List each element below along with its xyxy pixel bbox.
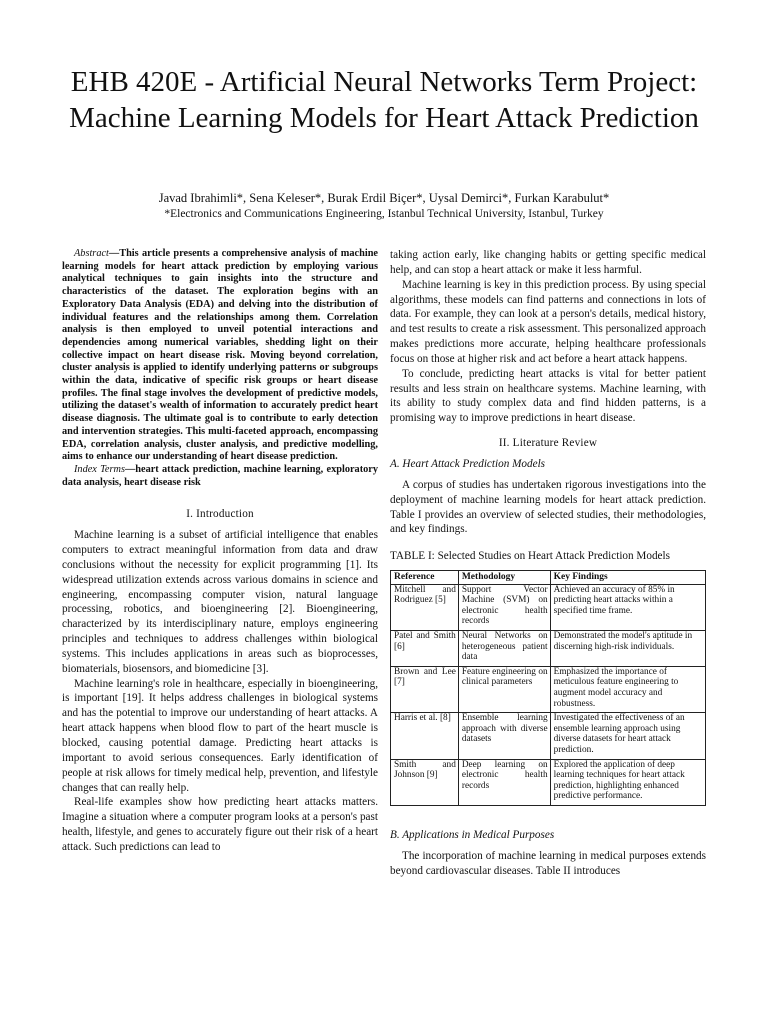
left-column <box>62 248 378 855</box>
right-paragraph-2: Machine learning is key in this prediction process. By using special algorithms, these models can find patterns and connections in lots of data. For example, they can look at a person's details, medical history, and test results to create a risk assessment. This personalized approach makes predictions more accurate, helping healthcare professionals focus on those at higher risk and act before a heart attack happens. <box>390 278 706 365</box>
right-column <box>390 248 706 878</box>
right-paragraph-1: taking action early, like changing habits or getting specific medical help, and can stop a heart attack or make it less harmful. <box>390 249 706 276</box>
table-cell-methodology: Neural Networks on heterogeneous patient data <box>458 631 550 667</box>
table-row <box>391 584 706 630</box>
index-terms-lead: Index Terms <box>74 463 125 475</box>
table-cell-reference: Mitchell and Rodriguez [5] <box>391 584 459 630</box>
table-cell-finding: Investigated the effectiveness of an ensemble learning approach using diverse datasets for heart attack prediction. <box>550 713 705 759</box>
right-paragraph-3: To conclude, predicting heart attacks is vital for better patient results and less strain on healthcare systems. Machine learning, with its ability to study complex data and find hidden patterns, is a promising way to improve predictions in heart disease. <box>390 367 706 425</box>
table-row <box>391 759 706 805</box>
author-list: Javad Ibrahimli*, Sena Keleser*, Burak Erdil Biçer*, Uysal Demirci*, Furkan Karabulut* <box>158 191 610 205</box>
table-cell-methodology: Deep learning on electronic health records <box>458 759 550 805</box>
table-cell-finding: Explored the application of deep learning techniques for heart attack prediction, highlighting enhanced predictive performance. <box>550 759 705 805</box>
table-header-key-findings: Key Findings <box>550 571 705 585</box>
table-cell-finding: Emphasized the importance of meticulous feature engineering to augment model accuracy and robustness. <box>550 666 705 712</box>
studies-table <box>390 570 706 806</box>
section-heading-introduction: I. Introduction <box>186 508 254 521</box>
table-row <box>391 666 706 712</box>
abstract <box>62 248 378 464</box>
table-cell-finding: Demonstrated the model's aptitude in discerning high-risk individuals. <box>550 631 705 667</box>
subsection-a-paragraph: A corpus of studies has undertaken rigorous investigations into the deployment of machine learning models for heart attack prediction. Table I provides an overview of selected studies, their methodologies, and key findings. <box>390 478 706 536</box>
table-cell-reference: Brown and Lee [7] <box>391 666 459 712</box>
table-cell-reference: Smith and Johnson [9] <box>391 759 459 805</box>
paper-title: EHB 420E - Artificial Neural Networks Term Project: Machine Learning Models for Heart Attack Prediction <box>69 66 699 134</box>
intro-paragraph-1: Machine learning is a subset of artificial intelligence that enables computers to extract meaningful information from data and draw conclusions without the necessity for explicit programming [1]. Its widespread utilization extends across various domains in science and engineering, encompassing computer vision, natural language processing, robotics, and bioengineering [2]. Bioengineering, characterized by its interdisciplinary nature, employs engineering principles and techniques to address challenges within biological systems. This includes applications in areas such as bioprocesses, biomaterials, biosensors, and biomedicine [3]. <box>62 529 378 675</box>
abstract-lead: Abstract <box>74 248 109 259</box>
subsection-b-paragraph: The incorporation of machine learning in medical purposes extends beyond cardiovascular diseases. Table II introduces <box>390 849 706 877</box>
index-terms-text: —heart attack prediction, machine learning, exploratory data analysis, heart disease risk <box>62 463 379 488</box>
table-cell-methodology: Ensemble learning approach with diverse datasets <box>458 713 550 759</box>
table-cell-reference: Harris et al. [8] <box>391 713 459 759</box>
section-heading-literature-review: II. Literature Review <box>498 437 598 450</box>
table-row <box>391 631 706 667</box>
intro-paragraph-3: Real-life examples show how predicting heart attacks matters. Imagine a situation where a computer program looks at a person's past health, lifestyle, and genes to accurately figure out their risk of a heart attack. Such predictions can lead to <box>62 796 378 853</box>
table-row <box>391 713 706 759</box>
table-header-row <box>391 571 706 585</box>
affiliation: *Electronics and Communications Engineering, Istanbul Technical University, Istanbul, Turkey <box>164 208 604 220</box>
subsection-heading-a: A. Heart Attack Prediction Models <box>390 457 546 470</box>
abstract-text: —This article presents a comprehensive analysis of machine learning models for heart attack prediction by employing various analytical techniques to gain insights into the structure and characteristics of the dataset. The exploration begins with an Exploratory Data Analysis (EDA) and delving into the distribution of individual features and the relationships among them. Correlation analysis is then employed to unveil potential interactions and dependencies among numerical variables, shedding light on their collective impact on heart disease risk. Moving beyond correlation, cluster analysis is applied to identify underlying patterns or subgroups within the data, indicative of specific risk groups or heart disease profiles. The final stage involves the development of predictive models, utilizing the dataset's wealth of information to accurately predict heart disease diagnosis. The ultimate goal is to contribute to early detection and intervention strategies. This multi-faceted approach, encompassing EDA, correlation analysis, cluster analysis, and predictive modelling, aims to enhance our understanding of heart disease prediction. <box>62 248 378 463</box>
intro-paragraph-2: Machine learning's role in healthcare, especially in bioengineering, is important [19]. It helps address challenges in biological systems and has the potential to improve our understanding of heart attacks. A heart attack happens when blood flow to part of the heart muscle is blocked, causing potential damage. Predicting heart attacks is important to avoid serious consequences. Early identification of people at risk allows for timely medical help, prevention, and lifestyle changes that can really help. <box>62 677 378 794</box>
table-cell-methodology: Feature engineering on clinical parameters <box>458 666 550 712</box>
table-cell-methodology: Support Vector Machine (SVM) on electronic health records <box>458 584 550 630</box>
table-cell-finding: Achieved an accuracy of 85% in predicting heart attacks within a specified time frame. <box>550 584 705 630</box>
table-caption: TABLE I: Selected Studies on Heart Attack Prediction Models <box>390 550 670 563</box>
table-header-reference: Reference <box>391 571 459 585</box>
table-header-methodology: Methodology <box>458 571 550 585</box>
table-cell-reference: Patel and Smith [6] <box>391 631 459 667</box>
subsection-heading-b: B. Applications in Medical Purposes <box>390 828 555 841</box>
index-terms <box>62 464 378 489</box>
